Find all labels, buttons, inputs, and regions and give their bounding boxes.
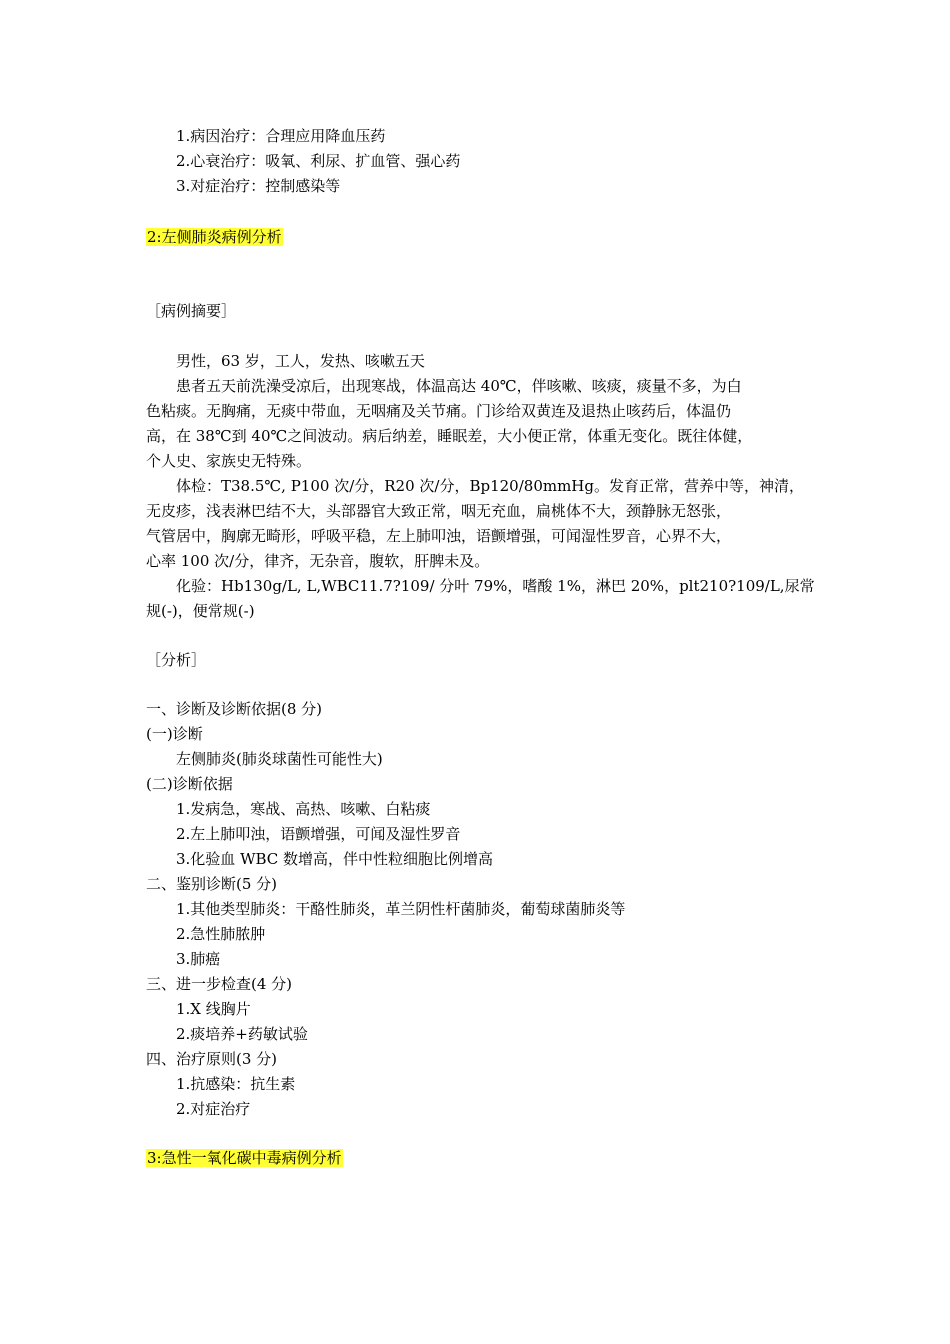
case2-heading	[146, 227, 283, 249]
summary-line: 化验：Hb130g/L, L,WBC11.7?109/ 分叶 79%，嗜酸 1%，淋巴 20%，plt210?109/L,尿常	[176, 577, 815, 595]
case3-heading	[146, 1148, 343, 1170]
summary-label: ［病例摘要］	[146, 302, 237, 320]
analysis-line: (一)诊断	[146, 725, 203, 743]
analysis-label: ［分析］	[146, 651, 207, 669]
summary-line: 体检：T38.5℃, P100 次/分，R20 次/分，Bp120/80mmHg。发育正常，营养中等，神清，	[176, 477, 804, 495]
analysis-line: 四、治疗原则(3 分)	[146, 1050, 278, 1068]
analysis-line: 3.化验血 WBC 数增高，伴中性粒细胞比例增高	[176, 850, 494, 868]
summary-line: 心率 100 次/分，律齐，无杂音，腹软，肝脾未及。	[146, 552, 490, 570]
analysis-line: 2.左上肺叩浊，语颤增强，可闻及湿性罗音	[176, 825, 461, 843]
analysis-line: 2.痰培养+药敏试验	[176, 1025, 308, 1043]
top-list-item-1: 1.病因治疗：合理应用降血压药	[176, 127, 386, 145]
summary-line: 个人史、家族史无特殊。	[146, 452, 312, 470]
summary-line: 色粘痰。无胸痛，无痰中带血，无咽痛及关节痛。门诊给双黄连及退热止咳药后，体温仍	[146, 402, 732, 420]
top-list-item-3: 3.对症治疗：控制感染等	[176, 177, 341, 195]
analysis-line: 二、鉴别诊断(5 分)	[146, 875, 278, 893]
summary-line: 气管居中，胸廓无畸形，呼吸平稳，左上肺叩浊，语颤增强，可闻湿性罗音，心界不大，	[146, 527, 732, 545]
case3-title: 3:急性一氧化碳中毒病例分析	[147, 1149, 342, 1167]
analysis-line: 2.急性肺脓肿	[176, 925, 266, 943]
summary-line: 规(-)，便常规(-)	[146, 602, 255, 620]
analysis-line: 三、进一步检查(4 分)	[146, 975, 293, 993]
analysis-line: 一、诊断及诊断依据(8 分)	[146, 700, 323, 718]
summary-line: 无皮疹，浅表淋巴结不大，头部器官大致正常，咽无充血，扁桃体不大，颈静脉无怒张，	[146, 502, 732, 520]
analysis-line: 3.肺癌	[176, 950, 221, 968]
top-list-item-2: 2.心衰治疗：吸氧、利尿、扩血管、强心药	[176, 152, 461, 170]
analysis-line: 1.其他类型肺炎：干酪性肺炎，革兰阴性杆菌肺炎，葡萄球菌肺炎等	[176, 900, 626, 918]
summary-line: 高，在 38℃到 40℃之间波动。病后纳差，睡眠差，大小便正常，体重无变化。既往体健，	[146, 427, 753, 445]
analysis-line: 1.X 线胸片	[176, 1000, 251, 1018]
case2-title: 2:左侧肺炎病例分析	[147, 228, 282, 246]
analysis-line: 2.对症治疗	[176, 1100, 251, 1118]
summary-line: 患者五天前洗澡受凉后，出现寒战，体温高达 40℃，伴咳嗽、咳痰，痰量不多，为白	[176, 377, 742, 395]
summary-line: 男性，63 岁，工人，发热、咳嗽五天	[176, 352, 425, 370]
analysis-line: 左侧肺炎(肺炎球菌性可能性大)	[176, 750, 383, 768]
analysis-line: 1.发病急，寒战、高热、咳嗽、白粘痰	[176, 800, 431, 818]
analysis-line: (二)诊断依据	[146, 775, 233, 793]
analysis-line: 1.抗感染：抗生素	[176, 1075, 296, 1093]
